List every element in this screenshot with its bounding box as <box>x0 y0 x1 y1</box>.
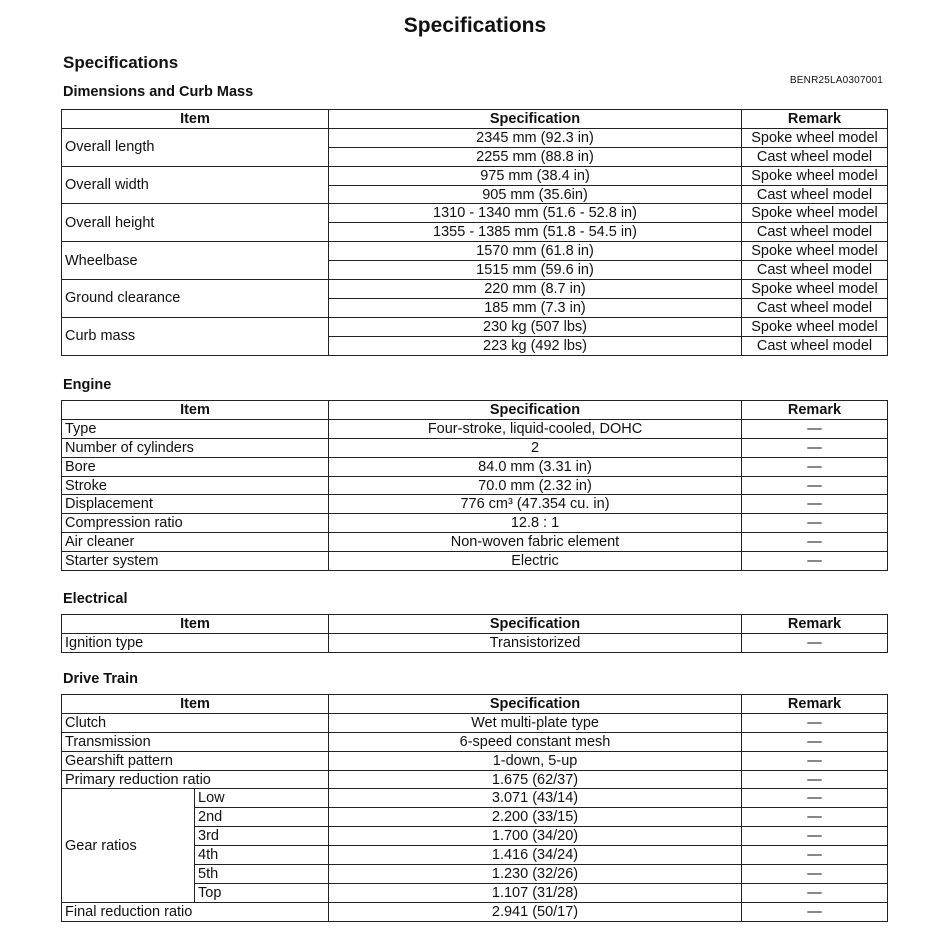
table-row <box>62 128 888 147</box>
item-cell: Stroke <box>62 476 329 495</box>
table-row <box>62 789 888 808</box>
specification-cell: 2.941 (50/17) <box>329 902 742 921</box>
remark-cell: Cast wheel model <box>742 298 888 317</box>
specification-cell: Four-stroke, liquid-cooled, DOHC <box>329 419 742 438</box>
specification-cell: 2345 mm (92.3 in) <box>329 128 742 147</box>
dimensions-heading: Dimensions and Curb Mass <box>63 84 254 100</box>
specification-cell: 1.230 (32/26) <box>329 865 742 884</box>
table-row <box>62 495 888 514</box>
table-row <box>62 280 888 299</box>
remark-cell: Cast wheel model <box>742 336 888 355</box>
table-header-row <box>62 401 888 420</box>
page-title: Specifications <box>403 14 547 37</box>
gear-name-cell: 5th <box>195 865 329 884</box>
specification-cell: Transistorized <box>329 633 742 652</box>
remark-cell: Spoke wheel model <box>742 128 888 147</box>
table-row <box>62 419 888 438</box>
remark-cell: Spoke wheel model <box>742 166 888 185</box>
remark-cell: — <box>742 902 888 921</box>
specification-cell: 2255 mm (88.8 in) <box>329 147 742 166</box>
specification-cell: 776 cm³ (47.354 cu. in) <box>329 495 742 514</box>
table-row <box>62 204 888 223</box>
header-remark: Remark <box>742 615 888 634</box>
item-cell: Curb mass <box>62 317 329 355</box>
engine-table <box>61 400 888 571</box>
item-cell: Ground clearance <box>62 280 329 318</box>
item-cell: Overall height <box>62 204 329 242</box>
header-item: Item <box>62 401 329 420</box>
specification-cell: 223 kg (492 lbs) <box>329 336 742 355</box>
table-row <box>62 533 888 552</box>
remark-cell: — <box>742 751 888 770</box>
specification-cell: 905 mm (35.6in) <box>329 185 742 204</box>
remark-cell: — <box>742 457 888 476</box>
item-cell: Type <box>62 419 329 438</box>
table-row <box>62 166 888 185</box>
item-cell: Overall width <box>62 166 329 204</box>
specification-cell: 1355 - 1385 mm (51.8 - 54.5 in) <box>329 223 742 242</box>
remark-cell: — <box>742 552 888 571</box>
specification-cell: 2.200 (33/15) <box>329 808 742 827</box>
header-item: Item <box>62 615 329 634</box>
remark-cell: — <box>742 476 888 495</box>
remark-cell: Cast wheel model <box>742 223 888 242</box>
remark-cell: — <box>742 865 888 884</box>
gear-name-cell: 4th <box>195 846 329 865</box>
item-cell: Compression ratio <box>62 514 329 533</box>
remark-cell: — <box>742 514 888 533</box>
remark-cell: Cast wheel model <box>742 147 888 166</box>
table-row <box>62 317 888 336</box>
specification-cell: Electric <box>329 552 742 571</box>
drive-train-heading: Drive Train <box>63 671 138 687</box>
header-remark: Remark <box>742 695 888 714</box>
item-cell: Wheelbase <box>62 242 329 280</box>
table-row <box>62 438 888 457</box>
specification-cell: 6-speed constant mesh <box>329 732 742 751</box>
table-header-row <box>62 110 888 129</box>
remark-cell: — <box>742 808 888 827</box>
gear-name-cell: Low <box>195 789 329 808</box>
table-row <box>62 476 888 495</box>
header-item: Item <box>62 110 329 129</box>
header-specification: Specification <box>329 401 742 420</box>
item-cell: Overall length <box>62 128 329 166</box>
remark-cell: Spoke wheel model <box>742 242 888 261</box>
item-cell: Clutch <box>62 713 329 732</box>
item-cell: Transmission <box>62 732 329 751</box>
specification-cell: 1.675 (62/37) <box>329 770 742 789</box>
remark-cell: — <box>742 827 888 846</box>
dimensions-table <box>61 109 888 356</box>
remark-cell: Spoke wheel model <box>742 204 888 223</box>
specification-cell: 1515 mm (59.6 in) <box>329 261 742 280</box>
specification-cell: 1-down, 5-up <box>329 751 742 770</box>
document-code: BENR25LA0307001 <box>789 75 883 86</box>
table-row <box>62 514 888 533</box>
section-title: Specifications <box>63 53 179 72</box>
remark-cell: — <box>742 883 888 902</box>
remark-cell: — <box>742 846 888 865</box>
remark-cell: — <box>742 495 888 514</box>
table-row <box>62 457 888 476</box>
header-remark: Remark <box>742 110 888 129</box>
specification-cell: 1310 - 1340 mm (51.6 - 52.8 in) <box>329 204 742 223</box>
specification-cell: 185 mm (7.3 in) <box>329 298 742 317</box>
remark-cell: — <box>742 713 888 732</box>
table-row <box>62 751 888 770</box>
item-cell: Ignition type <box>62 633 329 652</box>
item-cell: Air cleaner <box>62 533 329 552</box>
header-specification: Specification <box>329 615 742 634</box>
item-cell: Bore <box>62 457 329 476</box>
item-cell: Final reduction ratio <box>62 902 329 921</box>
item-cell: Starter system <box>62 552 329 571</box>
table-row <box>62 242 888 261</box>
header-specification: Specification <box>329 695 742 714</box>
remark-cell: Cast wheel model <box>742 261 888 280</box>
electrical-table <box>61 614 888 653</box>
header-item: Item <box>62 695 329 714</box>
specification-cell: 220 mm (8.7 in) <box>329 280 742 299</box>
remark-cell: Cast wheel model <box>742 185 888 204</box>
table-row <box>62 732 888 751</box>
item-cell: Number of cylinders <box>62 438 329 457</box>
gear-name-cell: Top <box>195 883 329 902</box>
table-row <box>62 770 888 789</box>
remark-cell: Spoke wheel model <box>742 280 888 299</box>
remark-cell: — <box>742 732 888 751</box>
table-header-row <box>62 695 888 714</box>
header-remark: Remark <box>742 401 888 420</box>
remark-cell: — <box>742 789 888 808</box>
specification-cell: 3.071 (43/14) <box>329 789 742 808</box>
header-specification: Specification <box>329 110 742 129</box>
table-row <box>62 633 888 652</box>
specification-cell: Non-woven fabric element <box>329 533 742 552</box>
item-cell: Displacement <box>62 495 329 514</box>
gear-ratios-label: Gear ratios <box>62 789 195 902</box>
specification-cell: 70.0 mm (2.32 in) <box>329 476 742 495</box>
remark-cell: — <box>742 633 888 652</box>
drive-train-table <box>61 694 888 922</box>
remark-cell: Spoke wheel model <box>742 317 888 336</box>
specification-cell: 1.700 (34/20) <box>329 827 742 846</box>
item-cell: Primary reduction ratio <box>62 770 329 789</box>
specification-cell: 2 <box>329 438 742 457</box>
gear-name-cell: 2nd <box>195 808 329 827</box>
specification-cell: 84.0 mm (3.31 in) <box>329 457 742 476</box>
specification-cell: Wet multi-plate type <box>329 713 742 732</box>
electrical-heading: Electrical <box>63 591 128 607</box>
specification-cell: 230 kg (507 lbs) <box>329 317 742 336</box>
table-row <box>62 713 888 732</box>
item-cell: Gearshift pattern <box>62 751 329 770</box>
gear-name-cell: 3rd <box>195 827 329 846</box>
remark-cell: — <box>742 419 888 438</box>
engine-heading: Engine <box>63 377 112 393</box>
specification-cell: 1.416 (34/24) <box>329 846 742 865</box>
specification-cell: 1570 mm (61.8 in) <box>329 242 742 261</box>
specification-cell: 12.8 : 1 <box>329 514 742 533</box>
remark-cell: — <box>742 438 888 457</box>
table-header-row <box>62 615 888 634</box>
remark-cell: — <box>742 770 888 789</box>
table-row <box>62 552 888 571</box>
remark-cell: — <box>742 533 888 552</box>
specification-cell: 1.107 (31/28) <box>329 883 742 902</box>
table-row <box>62 902 888 921</box>
specification-cell: 975 mm (38.4 in) <box>329 166 742 185</box>
